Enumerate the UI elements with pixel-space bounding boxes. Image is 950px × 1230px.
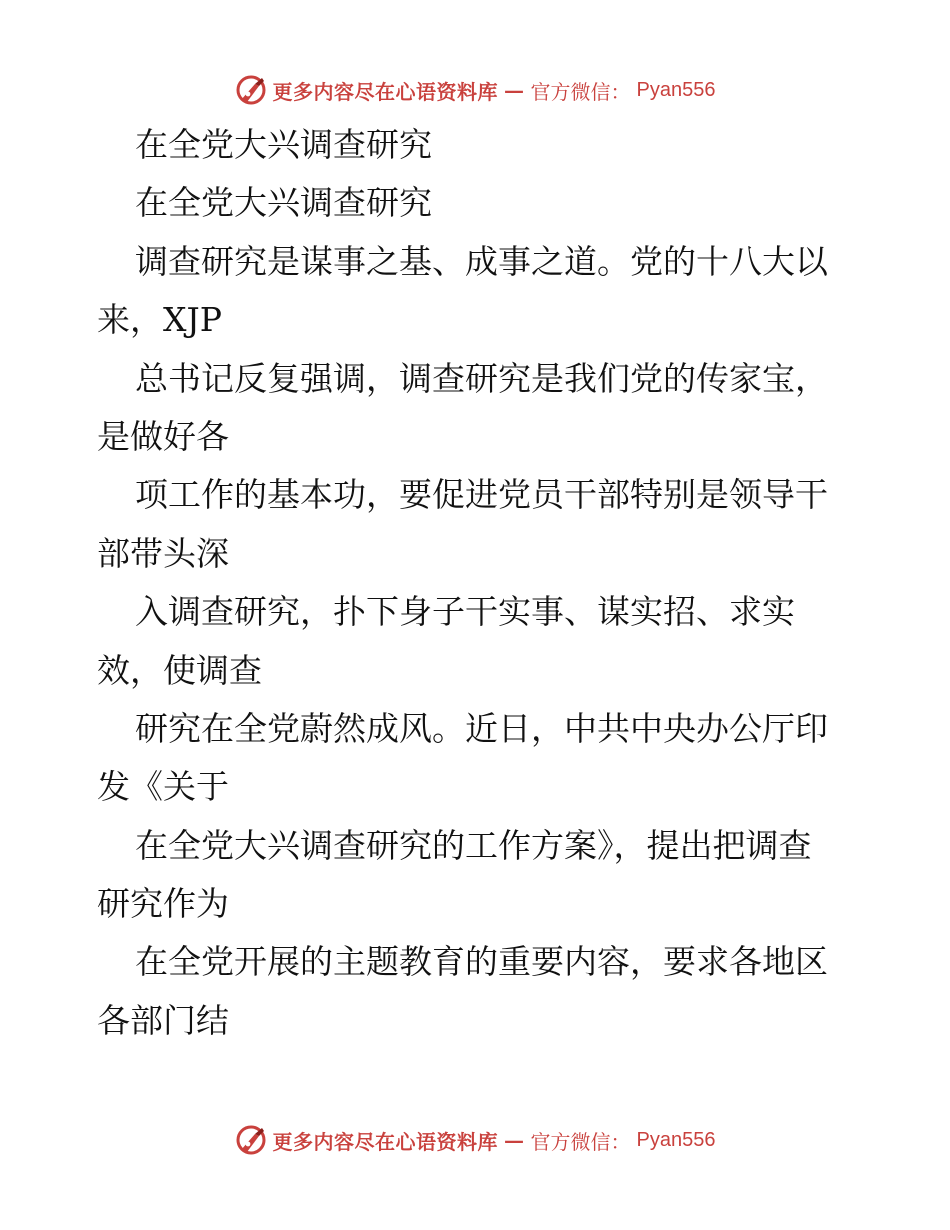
- header-wechat-id: Pyan556: [636, 78, 716, 101]
- body-line: 调查研究是谋事之基、成事之道。党的十八大以: [135, 241, 828, 281]
- body-line: 在全党大兴调查研究: [135, 183, 432, 223]
- footer-banner: [0, 1120, 950, 1160]
- footer-dash: —: [504, 1128, 525, 1152]
- footer-wechat-label: 官方微信：: [530, 1129, 631, 1154]
- footer-wechat-id: Pyan556: [636, 1128, 716, 1151]
- body-line: 入调查研究，扑下身子干实事、谋实招、求实: [135, 592, 795, 632]
- body-line: 来，XJP: [97, 300, 222, 340]
- body-line: 在全党大兴调查研究: [135, 125, 432, 164]
- pen-logo-icon: [235, 1124, 267, 1156]
- footer-site-text: 更多内容尽在心语资料库: [272, 1129, 499, 1154]
- body-line: 是做好各: [97, 416, 229, 456]
- pen-logo-icon: [235, 74, 267, 106]
- body-line: 在全党大兴调查研究的工作方案》，提出把调查: [135, 825, 812, 865]
- header-dash: —: [504, 78, 525, 102]
- body-line: 在全党开展的主题教育的重要内容，要求各地区: [135, 942, 828, 982]
- body-line: 项工作的基本功，要促进党员干部特别是领导干: [135, 475, 828, 515]
- header-banner: [0, 70, 950, 110]
- body-line: 研究在全党蔚然成风。近日，中共中央办公厅印: [135, 708, 828, 748]
- header-site-text: 更多内容尽在心语资料库: [272, 79, 499, 104]
- body-line: 部带头深: [97, 533, 229, 573]
- header-wechat-label: 官方微信：: [530, 79, 631, 104]
- body-line: 发《关于: [97, 767, 229, 807]
- body-line: 各部门结: [97, 1000, 229, 1040]
- body-line: 研究作为: [97, 884, 229, 924]
- body-line: 效，使调查: [97, 650, 262, 690]
- body-line: 总书记反复强调，调查研究是我们党的传家宝，: [135, 358, 828, 398]
- document-body: [97, 116, 857, 1050]
